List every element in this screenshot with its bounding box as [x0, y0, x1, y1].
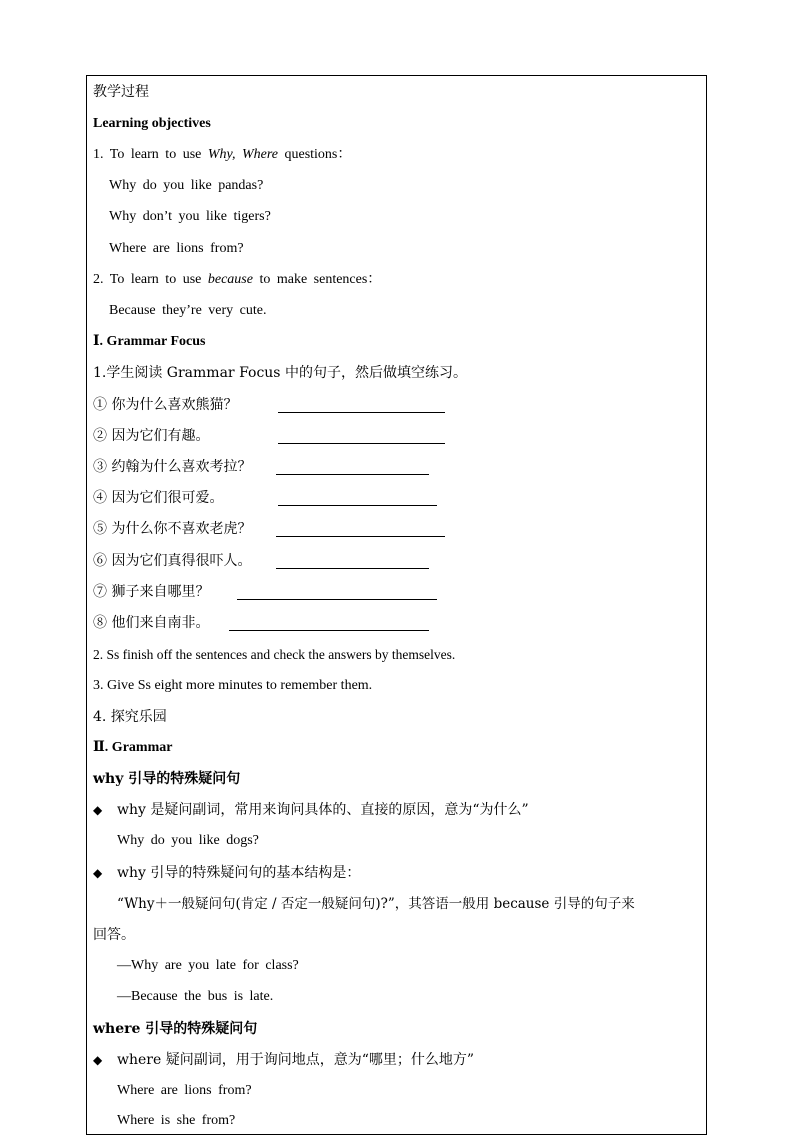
- answer-blank-6[interactable]: [276, 568, 429, 569]
- objective-1-example-2: Why don’t you like tigers?: [109, 209, 271, 224]
- answer-blank-1[interactable]: [278, 412, 445, 413]
- objective-2-prefix: 2. To learn to use: [93, 272, 208, 287]
- exercise-3: ③ 约翰为什么喜欢考拉？: [93, 459, 252, 475]
- why-structure-continued: 回答。: [93, 927, 135, 943]
- step-4: 4. 探究乐园: [93, 709, 167, 725]
- answer-blank-3[interactable]: [276, 474, 429, 475]
- where-bullet-1: [93, 1051, 474, 1069]
- exercise-6: ⑥ 因为它们真得很吓人。: [93, 553, 252, 569]
- exercise-1: ① 你为什么喜欢熊猫？: [93, 397, 238, 413]
- objective-2-suffix: to make sentences：: [252, 272, 382, 287]
- objective-2: [93, 271, 381, 289]
- answer-blank-8[interactable]: [229, 630, 429, 631]
- exercise-7: ⑦ 狮子来自哪里？: [93, 584, 210, 600]
- where-example-2: Where is she from?: [117, 1113, 236, 1128]
- objective-2-example: Because they’re very cute.: [109, 303, 267, 318]
- where-bullet-1-text: where 疑问副词，用于询问地点，意为“哪里；什么地方”: [117, 1052, 475, 1068]
- section-heading: 教学过程: [93, 84, 149, 100]
- diamond-bullet-icon: ◆: [93, 803, 103, 817]
- objectives-title: Learning objectives: [93, 116, 211, 131]
- exercise-2: ② 因为它们有趣。: [93, 428, 210, 444]
- answer-blank-5[interactable]: [276, 536, 445, 537]
- dialog-answer: —Because the bus is late.: [117, 989, 274, 1004]
- objective-1-suffix: questions：: [277, 147, 352, 162]
- section-2-title: Ⅱ. Grammar: [93, 740, 173, 755]
- why-bullet-1: [93, 801, 529, 819]
- objective-1-prefix: 1. To learn to use: [93, 147, 208, 162]
- why-section-title: why 引导的特殊疑问句: [93, 771, 241, 787]
- objective-2-emphasis: because: [207, 272, 253, 287]
- objective-1: [93, 146, 351, 164]
- why-bullet-2-text: why 引导的特殊疑问句的基本结构是：: [117, 865, 361, 881]
- step-3: 3. Give Ss eight more minutes to remember them.: [93, 678, 373, 693]
- lesson-table-frame: [86, 75, 707, 1135]
- objective-1-example-3: Where are lions from?: [109, 241, 244, 256]
- why-example: Why do you like dogs?: [117, 833, 259, 848]
- why-bullet-1-text: why 是疑问副词，常用来询问具体的、直接的原因，意为“为什么”: [117, 802, 529, 818]
- objective-1-example-1: Why do you like pandas?: [109, 178, 264, 193]
- objective-1-emphasis: Why, Where: [207, 147, 278, 162]
- dialog-question: —Why are you late for class?: [117, 958, 299, 973]
- answer-blank-7[interactable]: [237, 599, 437, 600]
- step-1-instruction: 1.学生阅读 Grammar Focus 中的句子，然后做填空练习。: [93, 365, 467, 381]
- where-section-title: where 引导的特殊疑问句: [93, 1021, 258, 1037]
- where-example-1: Where are lions from?: [117, 1083, 252, 1098]
- diamond-bullet-icon: ◆: [93, 866, 103, 880]
- answer-blank-4[interactable]: [278, 505, 437, 506]
- section-1-title: Ⅰ. Grammar Focus: [93, 334, 206, 349]
- why-structure: “Why＋一般疑问句(肯定 / 否定一般疑问句)?”，其答语一般用 because 引导的句子来: [117, 896, 635, 912]
- diamond-bullet-icon: ◆: [93, 1053, 103, 1067]
- why-bullet-2: [93, 864, 360, 882]
- exercise-8: ⑧ 他们来自南非。: [93, 615, 210, 631]
- exercise-4: ④ 因为它们很可爱。: [93, 490, 224, 506]
- exercise-5: ⑤ 为什么你不喜欢老虎？: [93, 521, 252, 537]
- step-2: 2. Ss finish off the sentences and check the answers by themselves.: [93, 647, 456, 662]
- answer-blank-2[interactable]: [278, 443, 445, 444]
